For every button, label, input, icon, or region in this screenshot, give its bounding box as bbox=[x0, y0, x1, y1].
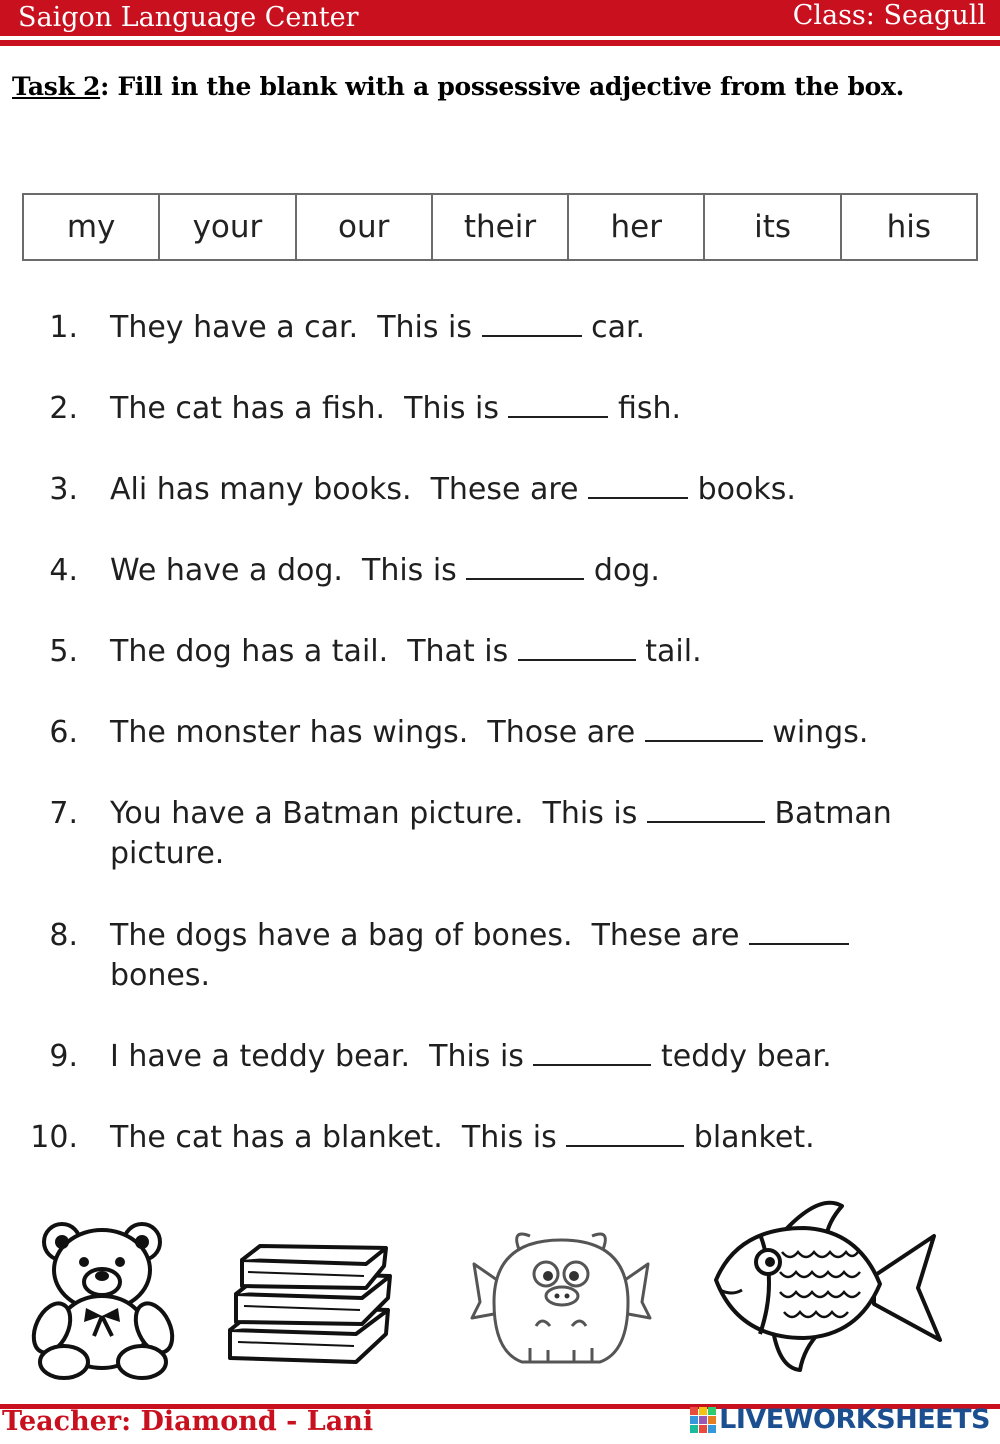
answer-blank[interactable] bbox=[508, 394, 608, 418]
answer-blank[interactable] bbox=[588, 475, 688, 499]
answer-blank[interactable] bbox=[647, 799, 765, 823]
question-text: fish. bbox=[608, 391, 682, 426]
question-number: 6. bbox=[49, 715, 78, 750]
word-option: your bbox=[158, 195, 294, 259]
question-number: 2. bbox=[49, 391, 78, 426]
question-text: The monster has wings. Those are bbox=[110, 715, 645, 750]
question-text: blanket. bbox=[684, 1120, 815, 1155]
word-option: its bbox=[703, 195, 839, 259]
question-text: car. bbox=[581, 310, 646, 345]
brand-name: LIVEWORKSHEETS bbox=[719, 1404, 990, 1435]
question-number: 1. bbox=[49, 310, 78, 345]
question-text: The dogs have a bag of bones. These are bbox=[110, 918, 750, 953]
task-label: Task 2 bbox=[12, 72, 101, 101]
question-number: 5. bbox=[49, 634, 78, 669]
school-name: Saigon Language Center bbox=[18, 2, 359, 33]
question-text: Batman picture. bbox=[110, 796, 902, 871]
answer-blank[interactable] bbox=[482, 313, 582, 337]
question-text: wings. bbox=[762, 715, 869, 750]
question-number: 9. bbox=[49, 1039, 78, 1074]
task-text: : Fill in the blank with a possessive adjective from the box. bbox=[100, 72, 905, 101]
teacher-name: Teacher: Diamond - Lani bbox=[2, 1406, 374, 1437]
word-option: our bbox=[295, 195, 431, 259]
question-text: You have a Batman picture. This is bbox=[110, 796, 647, 831]
answer-blank[interactable] bbox=[566, 1123, 684, 1147]
question-number: 7. bbox=[49, 796, 78, 831]
question-text: I have a teddy bear. This is bbox=[110, 1039, 534, 1074]
teddy-bear-icon bbox=[24, 1212, 184, 1382]
grid-logo-icon bbox=[690, 1407, 716, 1433]
books-icon bbox=[226, 1242, 394, 1370]
monster-icon bbox=[470, 1222, 652, 1372]
question-text: The cat has a blanket. This is bbox=[110, 1120, 567, 1155]
answer-blank[interactable] bbox=[518, 637, 636, 661]
answer-blank[interactable] bbox=[645, 718, 763, 742]
answer-blank[interactable] bbox=[466, 556, 584, 580]
question-text: We have a dog. This is bbox=[110, 553, 467, 588]
word-option: their bbox=[431, 195, 567, 259]
question-text: tail. bbox=[635, 634, 702, 669]
question-number: 3. bbox=[49, 472, 78, 507]
word-option: my bbox=[66, 209, 116, 245]
word-option: her bbox=[567, 195, 703, 259]
question-text: The cat has a fish. This is bbox=[110, 391, 509, 426]
answer-blank[interactable] bbox=[533, 1042, 651, 1066]
question-number: 4. bbox=[49, 553, 78, 588]
question-text: books. bbox=[688, 472, 796, 507]
word-option: his bbox=[840, 195, 976, 259]
question-text: teddy bear. bbox=[651, 1039, 832, 1074]
header-divider bbox=[0, 40, 1000, 46]
class-name: Class: Seagull bbox=[792, 0, 986, 31]
question-number: 10. bbox=[30, 1120, 78, 1155]
question-text: Ali has many books. These are bbox=[110, 472, 589, 507]
brand-logo[interactable] bbox=[690, 1404, 990, 1435]
fish-icon bbox=[708, 1192, 944, 1378]
question-text: The dog has a tail. That is bbox=[110, 634, 518, 669]
question-number: 8. bbox=[49, 918, 78, 953]
word-box bbox=[22, 193, 978, 261]
task-instruction bbox=[12, 72, 904, 101]
question-text: bones. bbox=[110, 918, 859, 993]
question-text: They have a car. This is bbox=[110, 310, 482, 345]
answer-blank[interactable] bbox=[749, 921, 849, 945]
question-text: dog. bbox=[584, 553, 660, 588]
